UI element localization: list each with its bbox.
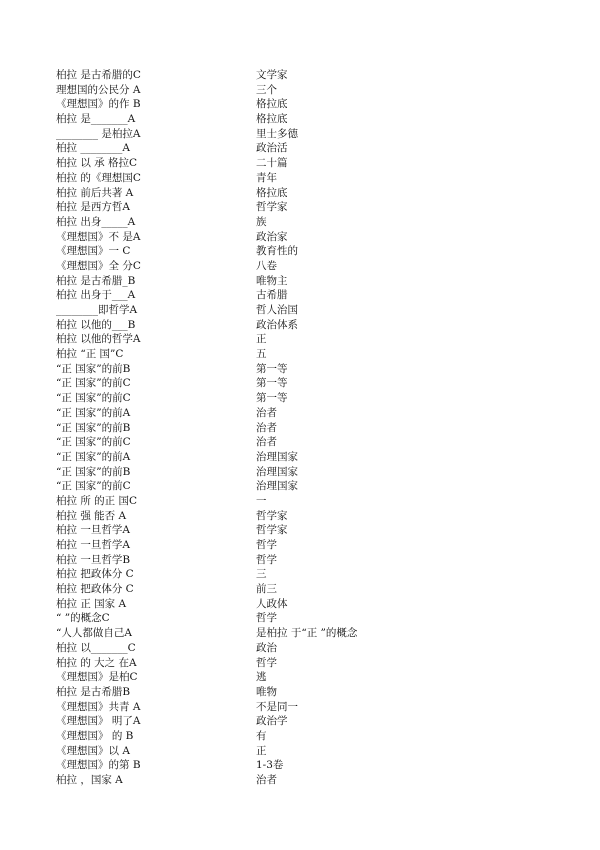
answer-text: 是柏拉 于“正 ”的概念 — [256, 627, 358, 640]
list-item — [0, 744, 600, 759]
list-item — [0, 523, 600, 538]
list-item — [0, 465, 600, 480]
list-item — [0, 509, 600, 524]
question-text: 柏拉 前后共著 A — [56, 186, 134, 199]
question-text: ________ 是柏拉A — [56, 127, 141, 140]
list-item — [0, 200, 600, 215]
list-item — [0, 332, 600, 347]
list-item — [0, 670, 600, 685]
question-text: 柏拉 所 的正 国C — [56, 494, 138, 507]
question-text: 《理想国》的作 B — [56, 98, 141, 111]
list-item — [0, 318, 600, 333]
question-text: 柏拉 出身_____A — [56, 215, 136, 228]
list-item — [0, 435, 600, 450]
list-item — [0, 141, 600, 156]
answer-text: 政治家 — [256, 230, 288, 243]
list-item — [0, 288, 600, 303]
list-item — [0, 538, 600, 553]
question-text: “正 国家”的前C — [56, 392, 131, 405]
question-text: 《理想国》 明了A — [56, 715, 141, 728]
answer-text: 不是同一 — [256, 700, 298, 713]
answer-text: 治者 — [256, 421, 277, 434]
answer-text: 格拉底 — [256, 98, 288, 111]
list-item — [0, 479, 600, 494]
question-text: 《理想国》一 C — [56, 245, 131, 258]
list-item — [0, 156, 600, 171]
answer-text: 前三 — [256, 583, 277, 596]
question-text: 柏拉 出身于___A — [56, 289, 136, 302]
answer-text: 哲人治国 — [256, 304, 298, 316]
answer-text: 哲学 — [256, 539, 277, 551]
question-text: 柏拉 以_______C — [56, 641, 136, 654]
list-item — [0, 714, 600, 729]
question-text: 理想国的公民分 A — [56, 83, 141, 96]
list-item — [0, 582, 600, 597]
list-item — [0, 127, 600, 142]
answer-text: 哲学 — [256, 612, 277, 625]
question-text: “ ”的概念C — [56, 612, 110, 625]
answer-text: 治理国家 — [256, 480, 298, 493]
list-item — [0, 758, 600, 773]
answer-text: 政治体系 — [256, 318, 298, 331]
question-text: “正 国家”的前A — [56, 406, 131, 419]
list-item — [0, 171, 600, 186]
list-item — [0, 494, 600, 509]
answer-text: 哲学 — [256, 553, 277, 566]
list-item — [0, 97, 600, 112]
question-text: 柏拉 是古希腊B — [56, 685, 131, 698]
question-text: 柏拉 是古希腊_B — [56, 274, 136, 287]
list-item — [0, 611, 600, 626]
question-text: 《理想国》共青 A — [56, 700, 141, 713]
answer-text: 政治活 — [256, 142, 288, 155]
answer-text: 一 — [256, 494, 267, 507]
answer-text: 人政体 — [256, 597, 288, 610]
question-text: 柏拉 一旦哲学A — [56, 524, 130, 537]
list-item — [0, 391, 600, 406]
answer-text: 正 — [256, 333, 267, 346]
list-item — [0, 259, 600, 274]
question-text: 柏拉 ，国家 A — [56, 774, 123, 786]
list-item — [0, 406, 600, 421]
answer-text: 政治 — [256, 641, 277, 654]
list-item — [0, 421, 600, 436]
answer-text: 哲学家 — [256, 509, 288, 522]
question-text: 《理想国》以 A — [56, 744, 130, 757]
answer-text: 政治学 — [256, 715, 288, 728]
question-text: “正 国家”的前B — [56, 421, 131, 434]
list-item — [0, 773, 600, 788]
list-item — [0, 274, 600, 289]
list-item — [0, 362, 600, 377]
question-text: 柏拉 是西方哲A — [56, 201, 130, 214]
question-text: 《理想国》全 分C — [56, 259, 141, 272]
question-text: “正 国家”的前A — [56, 450, 131, 463]
question-text: 《理想国》是柏C — [56, 671, 138, 684]
question-text: 柏拉 的《理想国C — [56, 171, 141, 184]
list-item — [0, 68, 600, 83]
answer-text: 有 — [256, 729, 267, 742]
question-text: “正 国家”的前B — [56, 465, 131, 478]
answer-text: 格拉底 — [256, 186, 288, 199]
answer-text: 教育性的 — [256, 245, 298, 258]
question-text: 柏拉 正 国家 A — [56, 597, 127, 610]
answer-text: 治者 — [256, 436, 277, 449]
list-item — [0, 303, 600, 318]
question-text: 柏拉 以他的___B — [56, 318, 136, 331]
question-text: 《理想国》的第 B — [56, 759, 141, 772]
question-text: ________即哲学A — [56, 304, 138, 316]
list-item — [0, 553, 600, 568]
question-text: 柏拉 是_______A — [56, 113, 136, 126]
list-item — [0, 626, 600, 641]
list-item — [0, 83, 600, 98]
answer-text: 1-3卷 — [256, 759, 284, 772]
answer-text: 三 — [256, 568, 267, 581]
answer-text: 八卷 — [256, 259, 277, 272]
question-text: 《理想国》不 是A — [56, 230, 141, 243]
list-item — [0, 656, 600, 671]
answer-text: 族 — [256, 215, 267, 228]
question-text: “正 国家”的前C — [56, 480, 131, 493]
question-text: 柏拉 ________A — [56, 142, 130, 155]
question-text: 《理想国》 的 B — [56, 729, 134, 742]
question-text: 柏拉 的 大之 在A — [56, 656, 137, 669]
answer-text: 文学家 — [256, 69, 288, 81]
answer-text: 里士多德 — [256, 127, 298, 140]
answer-text: 第一等 — [256, 392, 288, 405]
answer-text: 哲学家 — [256, 201, 288, 214]
question-text: 柏拉 把政体分 C — [56, 583, 134, 596]
question-text: 柏拉 以 承 格拉C — [56, 157, 138, 170]
answer-text: 治理国家 — [256, 465, 298, 478]
list-item — [0, 112, 600, 127]
question-text: 柏拉 一旦哲学B — [56, 553, 131, 566]
list-item — [0, 685, 600, 700]
answer-text: 治者 — [256, 774, 277, 786]
question-text: 柏拉 把政体分 C — [56, 568, 134, 581]
question-text: “正 国家”的前C — [56, 436, 131, 449]
answer-text: 青年 — [256, 171, 277, 184]
answer-text: 逃 — [256, 671, 267, 684]
answer-text: 第一等 — [256, 362, 288, 375]
answer-text: 三个 — [256, 83, 277, 96]
question-text: “正 国家”的前B — [56, 362, 131, 375]
list-item — [0, 597, 600, 612]
answer-text: 唯物 — [256, 685, 277, 698]
list-item — [0, 729, 600, 744]
list-item — [0, 244, 600, 259]
list-item — [0, 450, 600, 465]
question-text: 柏拉 是古希腊的C — [56, 69, 141, 81]
answer-text: 唯物主 — [256, 274, 288, 287]
answer-text: 古希腊 — [256, 289, 288, 302]
list-item — [0, 376, 600, 391]
answer-text: 哲学 — [256, 656, 277, 669]
answer-text: 第一等 — [256, 377, 288, 390]
question-answer-list — [0, 68, 600, 788]
list-item — [0, 215, 600, 230]
question-text: 柏拉 一旦哲学A — [56, 539, 130, 551]
list-item — [0, 230, 600, 245]
question-text: 柏拉 “正 国”C — [56, 348, 124, 361]
list-item — [0, 567, 600, 582]
list-item — [0, 641, 600, 656]
answer-text: 五 — [256, 348, 267, 361]
list-item — [0, 700, 600, 715]
list-item — [0, 347, 600, 362]
question-text: “正 国家”的前C — [56, 377, 131, 390]
answer-text: 格拉底 — [256, 113, 288, 126]
question-text: 柏拉 以他的哲学A — [56, 333, 141, 346]
answer-text: 治理国家 — [256, 450, 298, 463]
answer-text: 二十篇 — [256, 157, 288, 170]
answer-text: 正 — [256, 744, 267, 757]
answer-text: 哲学家 — [256, 524, 288, 537]
answer-text: 治者 — [256, 406, 277, 419]
question-text: “人人都做自己A — [56, 627, 132, 640]
list-item — [0, 186, 600, 201]
question-text: 柏拉 强 能否 A — [56, 509, 127, 522]
